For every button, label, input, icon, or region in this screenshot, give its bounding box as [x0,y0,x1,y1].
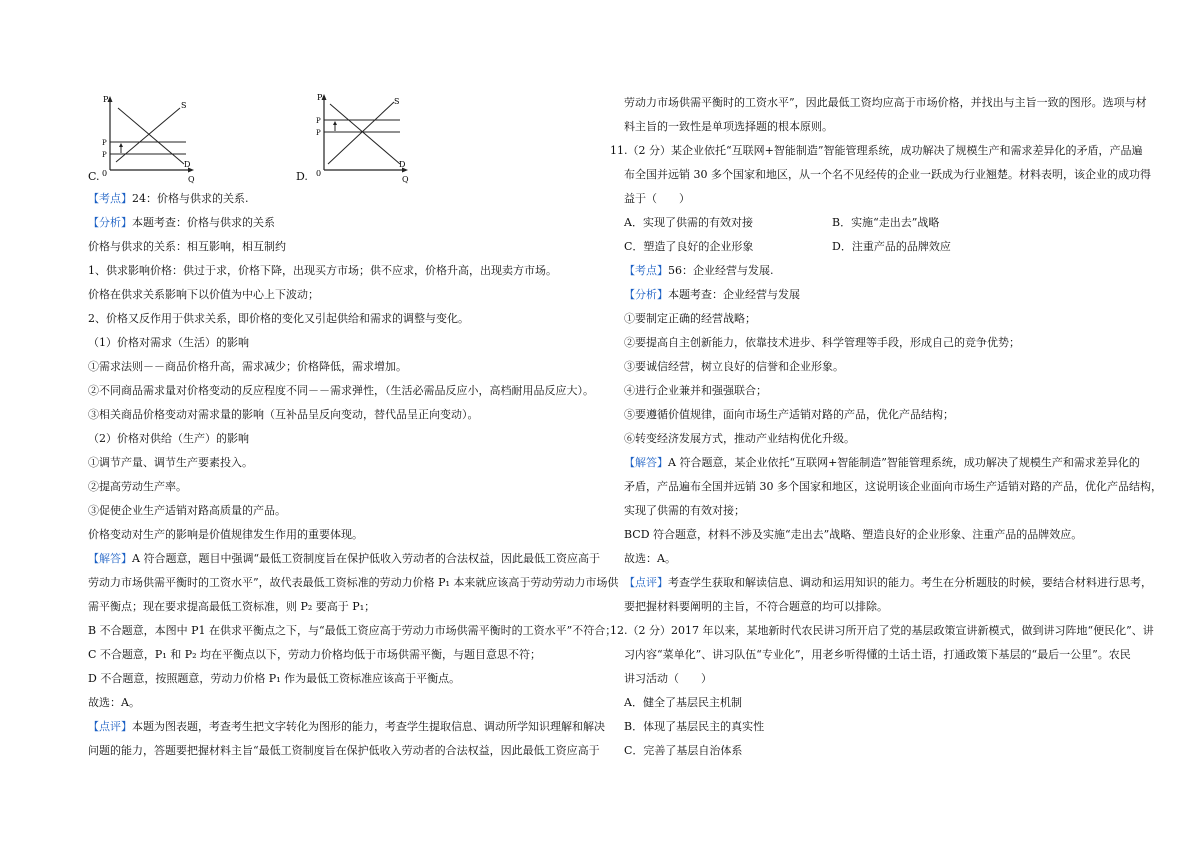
text-line: 需平衡点；现在要求提高最低工资标准，则 P₂ 要高于 P₁； [88,600,376,613]
text-line: 料主旨的一致性是单项选择题的根本原则。 [624,120,833,133]
jieda-line: 【解答】A 符合题意，题目中强调“最低工资制度旨在保护低收入劳动者的合法权益，因此最低工资应高于 [88,552,601,565]
text-line: ②要提高自主创新能力，依靠技术进步、科学管理等手段，形成自己的竞争优势； [624,336,1020,349]
graph-c [88,92,208,184]
text-line: B 不合题意，本图中 P1 在供求平衡点之下，与“最低工资应高于劳动力市场供需平衡时的工资水平”不符合； [88,624,617,637]
text-line: （1）价格对需求（生活）的影响 [88,336,249,349]
text-line: 1、供求影响价格：供过于求，价格下降，出现买方市场；供不应求，价格升高，出现卖方市场。 [88,264,557,277]
graph-d-d-label: D [399,160,406,169]
graph-d-origin: 0 [316,169,322,178]
option-c-label: C. [88,170,100,183]
graph-c-p2-label: P [102,139,107,147]
q12-option-c: C．完善了基层自治体系 [624,744,743,757]
jieda-line: 【解答】A 符合题意，某企业依托“互联网+智能制造”智能管理系统，成功解决了规模生产和需求差异化的 [624,456,1140,469]
graph-d-s-label: S [394,97,400,106]
text-line: D 不合题意，按照题意，劳动力价格 P₁ 作为最低工资标准应该高于平衡点。 [88,672,461,685]
dianping-line: 【点评】考查学生获取和解读信息、调动和运用知识的能力。考生在分析题肢的时候，要结合材料进行思考， [624,576,1152,589]
dianping-line: 【点评】本题为图表题，考查考生把文字转化为图形的能力，考查学生提取信息、调动所学知识理解和解决 [88,720,605,733]
text-line: 故选：A。 [88,696,140,709]
text-line: 价格与供求的关系：相互影响，相互制约 [88,240,286,253]
question-12: 12.（2 分）2017 年以来，某地新时代农民讲习所开启了党的基层政策宣讲新模式，做到讲习阵地“便民化”、讲 [610,624,1154,637]
text-line: 劳动力市场供需平衡时的工资水平”，因此最低工资均应高于市场价格，并找出与主旨一致的图形。选项与材 [624,96,1147,109]
supply-demand-graphs [88,92,418,184]
text-line: 矛盾，产品遍布全国并远销 30 多个国家和地区，这说明该企业面向市场生产适销对路的产品，优化产品结构， [624,480,1162,493]
text-line: 讲习活动（ ） [624,672,712,685]
text-line: ③促使企业生产适销对路高质量的产品。 [88,504,286,517]
text-line: 问题的能力，答题要把握材料主旨“最低工资制度旨在保护低收入劳动者的合法权益，因此最低工资应高于 [88,744,600,757]
text-line: ①要制定正确的经营战略； [624,312,756,325]
fenxi-line: 【分析】本题考查：价格与供求的关系 [88,216,275,229]
text-line: ①需求法则－－商品价格升高，需求减少；价格降低，需求增加。 [88,360,407,373]
graph-c-p1-label: P [102,151,107,159]
text-line: 价格变动对生产的影响是价值规律发生作用的重要体现。 [88,528,363,541]
graph-c-d-label: D [184,160,191,169]
graph-d [302,92,422,184]
text-line: 习内容“菜单化”、讲习队伍“专业化”，用老乡听得懂的土话土语，打通政策下基层的“最后一公里”。农民 [624,648,1131,661]
graph-c-axis-q: Q [188,175,195,184]
text-line: 劳动力市场供需平衡时的工资水平”，故代表最低工资标准的劳动力价格 P₁ 本来就应该高于劳动劳动力市场供 [88,576,619,589]
text-line: 益于（ ） [624,192,690,205]
text-line: ①调节产量、调节生产要素投入。 [88,456,253,469]
option-d-label: D. [296,170,308,183]
text-line: 布全国并远销 30 多个国家和地区，从一个名不见经传的企业一跃成为行业翘楚。材料表明，该企业的成功得 [624,168,1151,181]
kaodian-line: 【考点】24：价格与供求的关系. [88,192,249,205]
fenxi-line: 【分析】本题考查：企业经营与发展 [624,288,800,301]
graph-c-s-label: S [181,101,187,110]
text-line: 实现了供需的有效对接； [624,504,745,517]
text-line: 2、价格又反作用于供求关系，即价格的变化又引起供给和需求的调整与变化。 [88,312,469,325]
graph-c-axis-p: P [103,95,109,104]
graph-d-axis-q: Q [402,175,409,184]
kaodian-line: 【考点】56：企业经营与发展. [624,264,774,277]
question-11: 11.（2 分）某企业依托“互联网+智能制造”智能管理系统，成功解决了规模生产和需求差异化的矛盾，产品遍 [610,144,1143,157]
graph-d-p2-label: P [316,117,321,125]
text-line: C 不合题意，P₁ 和 P₂ 均在平衡点以下，劳动力价格均低于市场供需平衡，与题目意思不符； [88,648,542,661]
q11-option-a: A．实现了供需的有效对接 [624,216,753,229]
q11-option-c: C．塑造了良好的企业形象 [624,240,754,253]
graph-c-origin: 0 [102,169,108,178]
text-line: ③相关商品价格变动对需求量的影响（互补品呈反向变动，替代品呈正向变动）。 [88,408,479,421]
text-line: ⑥转变经济发展方式，推动产业结构优化升级。 [624,432,855,445]
text-line: ②不同商品需求量对价格变动的反应程度不同－－需求弹性，（生活必需品反应小，高档耐用品反应大）。 [88,384,594,397]
graph-d-axis-p: P [317,93,323,102]
text-line: 故选：A。 [624,552,676,565]
text-line: ④进行企业兼并和强强联合； [624,384,767,397]
text-line: BCD 符合题意，材料不涉及实施“走出去”战略、塑造良好的企业形象、注重产品的品牌效应。 [624,528,1083,541]
graph-d-p1-label: P [316,129,321,137]
q12-option-b: B．体现了基层民主的真实性 [624,720,765,733]
text-line: ②提高劳动生产率。 [88,480,187,493]
text-line: ⑤要遵循价值规律，面向市场生产适销对路的产品，优化产品结构； [624,408,954,421]
text-line: ③要诚信经营，树立良好的信誉和企业形象。 [624,360,844,373]
q12-option-a: A．健全了基层民主机制 [624,696,742,709]
q11-option-b: B．实施“走出去”战略 [832,216,940,229]
text-line: 要把握材料要阐明的主旨，不符合题意的均可以排除。 [624,600,888,613]
q11-option-d: D．注重产品的品牌效应 [832,240,951,253]
text-line: 价格在供求关系影响下以价值为中心上下波动； [88,288,319,301]
text-line: （2）价格对供给（生产）的影响 [88,432,249,445]
